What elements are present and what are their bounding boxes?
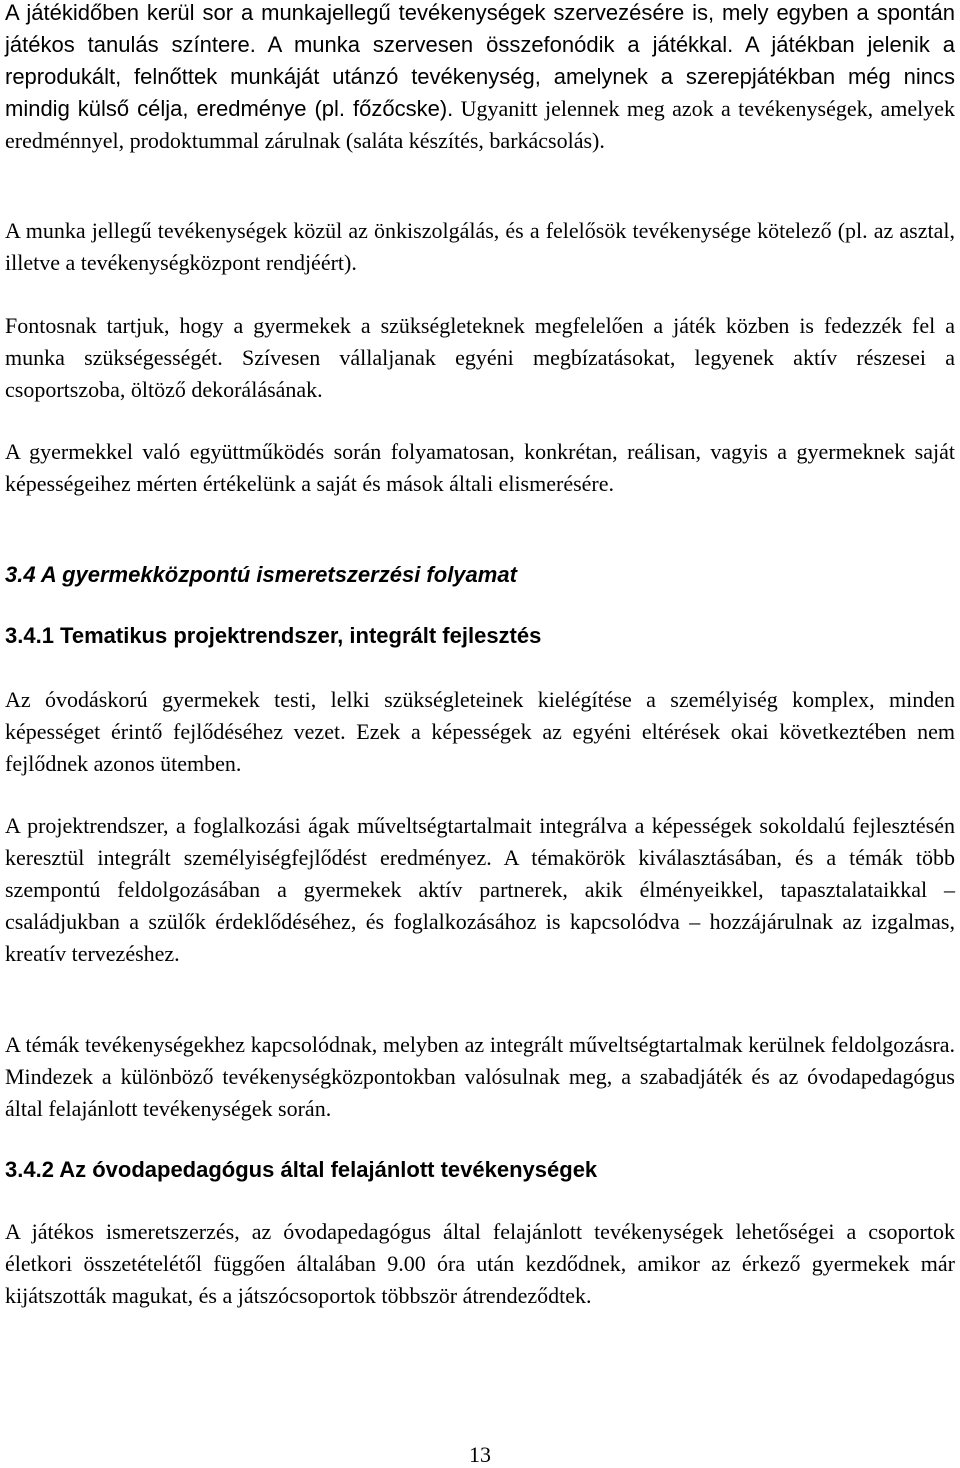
paragraph-project-system: A projektrendszer, a foglalkozási ágak műveltségtartalmait integrálva a képességek sokoldalú fejlesztésén keresztül integrált személyiségfejlődést eredményez. A témakörök kiválasztásában, és a témák több szempontú feldolgozásában a gyermekek aktív partnerek, akik élményeikkel, tapasztalataikkal – családjukban a szülők érdeklődéséhez, és foglalkozásához is kapcsolódva – hozzájárulnak az izgalmas, kreatív tervezéshez.	[5, 813, 955, 966]
paragraph-importance-of-work: Fontosnak tartjuk, hogy a gyermekek a szükségleteknek megfelelően a játék közben is fedezzék fel a munka szükségességét. Szívesen vállaljanak egyéni megbízatásokat, legyenek aktív részesei a csoportszoba, öltöző dekorálásának.	[5, 313, 955, 402]
paragraph-needs: Az óvodáskorú gyermekek testi, lelki szükségleteinek kielégítése a személyiség komplex, minden képességet érintő fejlődéséhez vezet. Ezek a képességek az egyéni eltérések okai következtében nem fejlődnek azonos ütemben.	[5, 687, 955, 776]
page-number: 13	[469, 1442, 491, 1467]
section-heading-3-4-1: 3.4.1 Tematikus projektrendszer, integrált fejlesztés	[5, 623, 542, 648]
paragraph-play-work	[5, 0, 955, 157]
paragraph-cooperation: A gyermekkel való együttműködés során folyamatosan, konkrétan, reálisan, vagyis a gyermeknek saját képességeihez mérten értékelünk a saját és mások általi elismerésére.	[5, 439, 955, 496]
paragraph-topics-activities: A témák tevékenységekhez kapcsolódnak, melyben az integrált műveltségtartalmak kerülnek feldolgozásra. Mindezek a különböző tevékenységközpontokban valósulnak meg, a szabadjáték és az óvodapedagógus által felajánlott tevékenységek során.	[5, 1032, 955, 1121]
paragraph-self-service: A munka jellegű tevékenységek közül az önkiszolgálás, és a felelősök tevékenysége kötelező (pl. az asztal, illetve a tevékenységközpont rendjéért).	[5, 218, 955, 275]
paragraph-playful-learning: A játékos ismeretszerzés, az óvodapedagógus által felajánlott tevékenységek lehetőségei a csoportok életkori összetételétől függően általában 9.00 óra után kezdődnek, amikor az érkező gyermekek már kijátszották magukat, és a játszócsoportok többször átrendeződtek.	[5, 1219, 955, 1308]
paragraph-play-work-serif-part: Ugyanitt jelennek meg azok a tevékenységek, amelyek eredménnyel, prodoktummal zárulnak (saláta készítés, barkácsolás).	[5, 96, 956, 153]
paragraph-play-work-sans-part: A játékidőben kerül sor a munkajellegű tevékenységek szervezésére is, mely egyben a spontán játékos tanulás színtere. A munka szervesen összefonódik a játékkal. A játékban jelenik a reprodukált, felnőttek munkáját utánzó tevékenység, amelynek a szerepjátékban még nincs mindig külső célja, eredménye (pl. főzőcske).	[5, 0, 955, 121]
section-heading-3-4: 3.4 A gyermekközpontú ismeretszerzési folyamat	[5, 562, 517, 587]
section-heading-3-4-2: 3.4.2 Az óvodapedagógus által felajánlott tevékenységek	[5, 1157, 598, 1182]
